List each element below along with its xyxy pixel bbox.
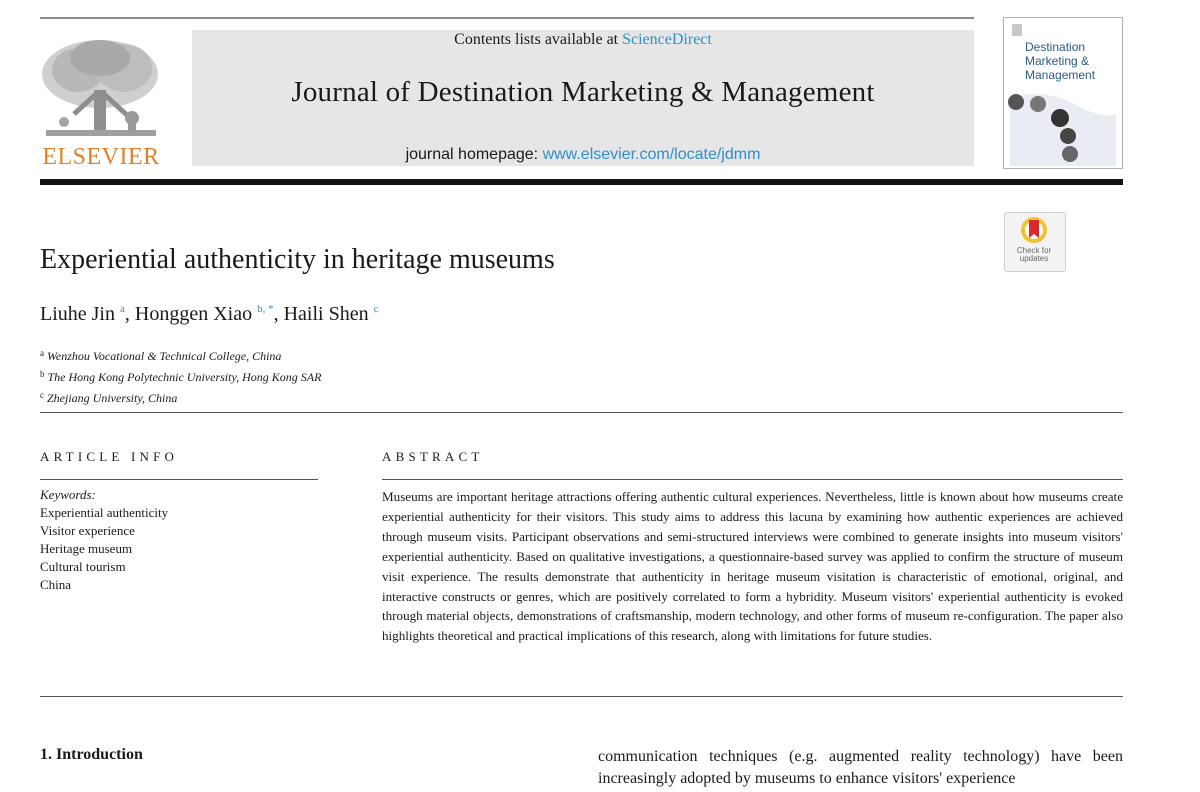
affiliations <box>40 344 321 407</box>
contents-prefix: Contents lists available at <box>454 31 623 48</box>
keyword-item: Visitor experience <box>40 523 135 538</box>
keywords-block <box>40 486 168 594</box>
affiliation-item <box>40 344 321 365</box>
divider <box>40 412 1123 413</box>
divider <box>40 696 1123 697</box>
keyword-item: Cultural tourism <box>40 559 126 574</box>
keyword-item: Heritage museum <box>40 541 133 556</box>
affiliation-item <box>40 365 321 386</box>
author-name[interactable]: Honggen Xiao <box>134 303 253 325</box>
author-name[interactable]: Liuhe Jin <box>40 303 115 325</box>
author-affiliation-mark[interactable]: a <box>120 303 125 315</box>
publisher-name: ELSEVIER <box>42 144 160 170</box>
article-info-heading: ARTICLE INFO <box>40 449 179 464</box>
section-heading-introduction: 1. Introduction <box>40 746 143 763</box>
author-name[interactable]: Haili Shen <box>283 303 369 325</box>
cover-title <box>1025 40 1095 82</box>
affiliation-text: Zhejiang University, China <box>47 391 178 405</box>
cover-title-line3: Management <box>1025 68 1096 82</box>
check-updates-line2: updates <box>1019 254 1049 263</box>
body-paragraph: communication techniques (e.g. augmented reality technology) have been increasingly adopted by museums to enhance visitors' experience <box>598 748 1123 787</box>
cover-title-line1: Destination <box>1025 40 1086 54</box>
affiliation-text: Wenzhou Vocational & Technical College, China <box>47 349 282 363</box>
author-affiliation-mark[interactable]: c <box>373 303 379 315</box>
keyword-item: China <box>40 577 72 592</box>
affiliation-mark: c <box>40 390 44 400</box>
divider <box>382 479 1123 480</box>
keyword-item: Experiential authenticity <box>40 505 169 520</box>
cover-title-line2: Marketing & <box>1025 54 1090 68</box>
affiliation-mark: a <box>40 348 44 358</box>
check-updates-line1: Check for <box>1016 246 1052 255</box>
author-affiliation-mark[interactable]: b, * <box>257 303 274 315</box>
homepage-link[interactable]: www.elsevier.com/locate/jdmm <box>542 146 761 163</box>
affiliation-mark: b <box>40 369 45 379</box>
divider <box>40 479 318 480</box>
article-title: Experiential authenticity in heritage museums <box>40 244 555 275</box>
homepage-line <box>192 146 974 164</box>
header-divider <box>40 179 1123 185</box>
check-updates-label <box>1004 247 1064 263</box>
affiliation-text: The Hong Kong Polytechnic University, Hong Kong SAR <box>47 370 322 384</box>
abstract-heading: ABSTRACT <box>382 449 484 464</box>
top-rule <box>40 17 974 19</box>
sciencedirect-link[interactable]: ScienceDirect <box>622 31 712 48</box>
abstract-text: Museums are important heritage attractions offering authentic cultural experiences. Nevertheless, little is known about how museums create experiential authenticity for their visitors. This study aims to address this lacuna by examining how authentic experiences are achieved through museum visits. Participant observations and semi-structured interviews were combined to generate insights into museum visitors' experiential authenticity. Based on qualitative investigations, a questionnaire-based survey was applied to confirm the structure of museum visit experience. The results demonstrate that authenticity in heritage museum visitation is characteristic of emotional, original, and interactive constructs or genres, which are positively correlated to form a hybridity. Museum visitors' experiential authenticity is evoked through material objects, demonstrations of craftsmanship, modern technology, and other forms of museum re-configuration. The paper also highlights theoretical and practical implications of this research, along with limitations for future studies. <box>382 489 1123 644</box>
affiliation-item <box>40 386 321 407</box>
keywords-label: Keywords: <box>40 487 96 502</box>
check-updates-icon <box>1018 214 1050 246</box>
homepage-prefix: journal homepage: <box>405 146 543 163</box>
author-list: Liuhe Jin $^a$, Honggen Xiao $^{b, *}$, Haili Shen $^c$ <box>40 303 379 325</box>
contents-line <box>192 31 974 49</box>
journal-title: Journal of Destination Marketing & Management <box>291 76 875 108</box>
